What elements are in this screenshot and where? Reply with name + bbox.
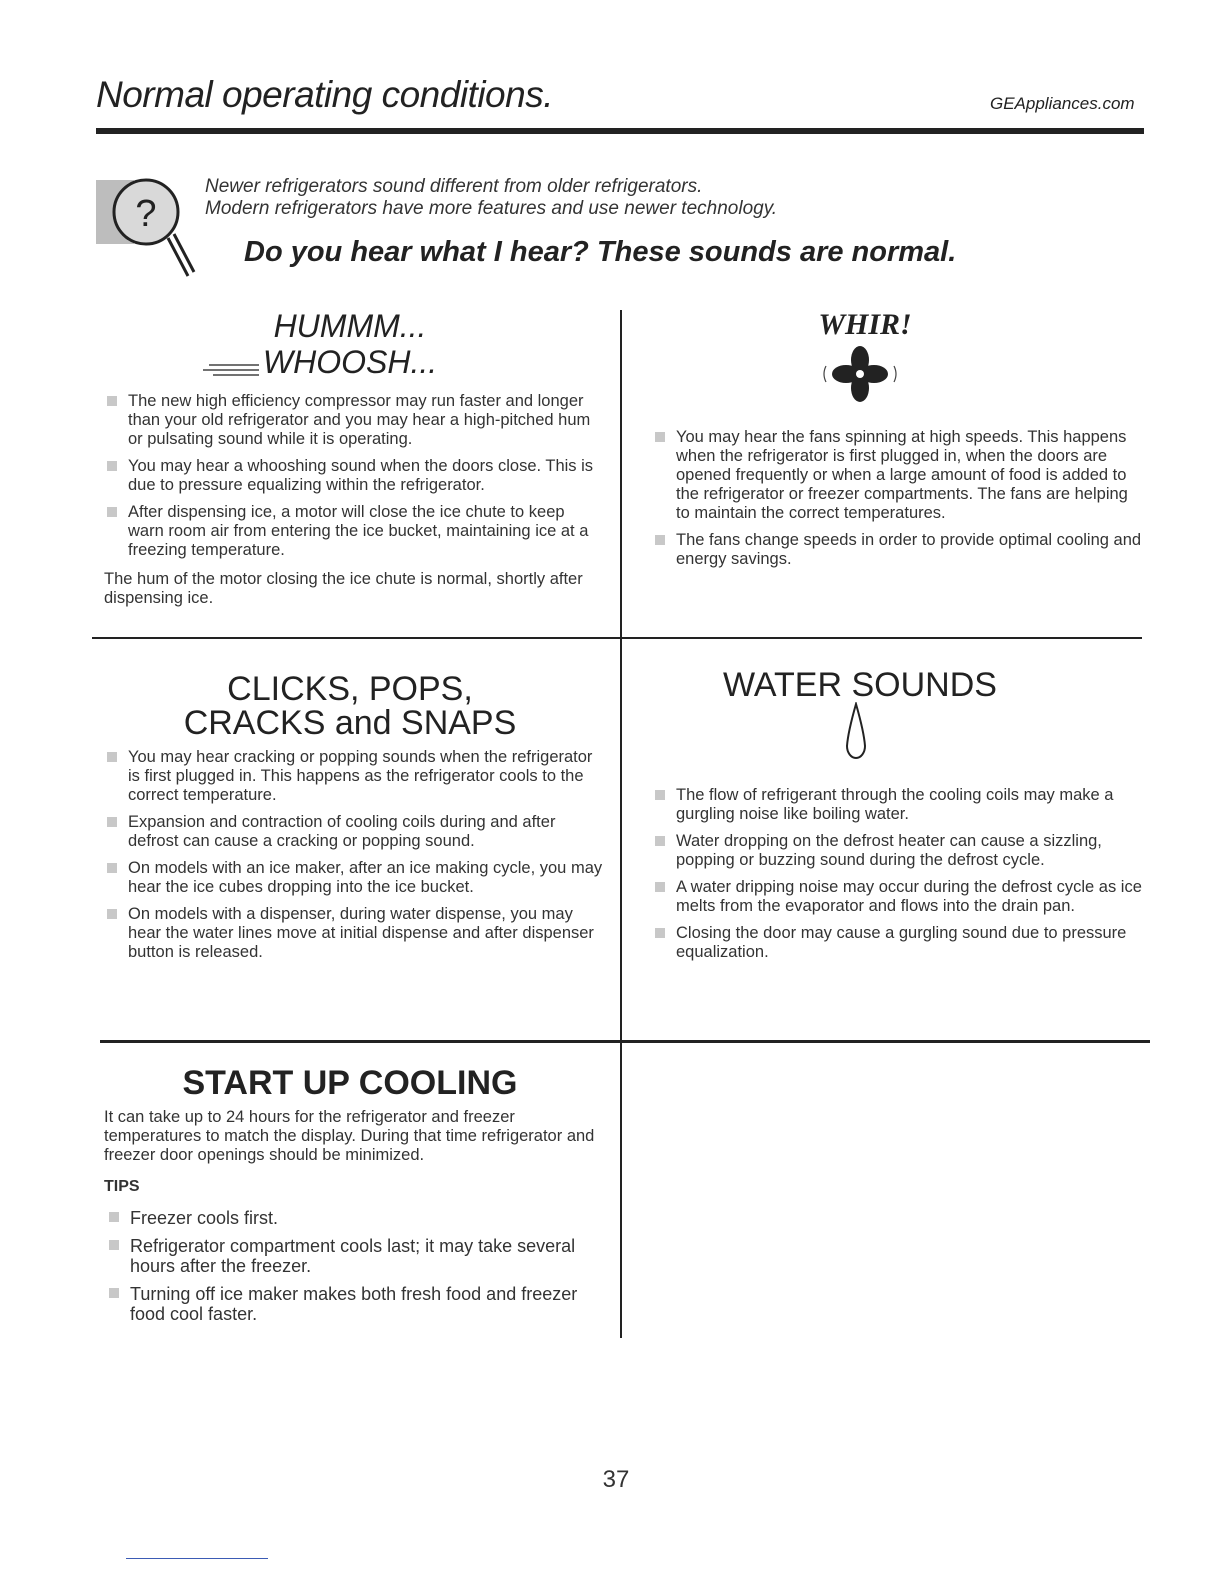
intro-line-1: Newer refrigerators sound different from older refrigerators.	[205, 176, 703, 197]
list-item: On models with an ice maker, after an ice making cycle, you may hear the ice cubes dropping into the ice bucket.	[104, 859, 604, 897]
page-number: 37	[602, 1466, 630, 1493]
startup-title: START UP COOLING	[182, 1064, 518, 1102]
list-item: On models with a dispenser, during water dispense, you may hear the water lines move at initial dispense and after dispenser button is released.	[104, 905, 604, 962]
bullet-icon	[107, 461, 117, 471]
whoosh-lines-icon	[203, 362, 259, 376]
bullet-icon	[655, 928, 665, 938]
bullet-icon	[107, 863, 117, 873]
bullet-icon	[107, 396, 117, 406]
whir-list	[652, 428, 1142, 577]
bullet-icon	[109, 1212, 119, 1222]
tips-list	[106, 1208, 596, 1332]
footer-line	[126, 1558, 268, 1559]
bullet-icon	[655, 432, 665, 442]
tips-label: TIPS	[104, 1178, 140, 1195]
bullet-icon	[655, 790, 665, 800]
list-item: The flow of refrigerant through the cooling coils may make a gurgling noise like boiling water.	[652, 786, 1142, 824]
question-magnifier-icon	[96, 168, 206, 280]
water-title: WATER SOUNDS	[723, 666, 997, 704]
water-list	[652, 786, 1142, 970]
hummm-title: HUMMM...	[273, 308, 427, 344]
list-item: The new high efficiency compressor may run faster and longer than your old refrigerator and you may hear a high-pitched hum or pulsating sound while it is operating.	[104, 392, 604, 449]
bullet-icon	[109, 1240, 119, 1250]
tagline: Do you hear what I hear? These sounds are normal.	[244, 236, 957, 268]
whir-title: WHIR!	[818, 308, 912, 341]
bullet-icon	[107, 507, 117, 517]
hummm-list	[104, 392, 604, 568]
list-item: You may hear a whooshing sound when the doors close. This is due to pressure equalizing within the refrigerator.	[104, 457, 604, 495]
list-item: Water dropping on the defrost heater can cause a sizzling, popping or buzzing sound during the defrost cycle.	[652, 832, 1142, 870]
fan-icon	[818, 344, 902, 402]
header-rule	[96, 128, 1144, 134]
list-item: A water dripping noise may occur during the defrost cycle as ice melts from the evaporator and flows into the drain pan.	[652, 878, 1142, 916]
bullet-icon	[107, 752, 117, 762]
clicks-list	[104, 748, 604, 970]
column-divider-lower	[620, 1040, 622, 1338]
whoosh-title: WHOOSH...	[262, 344, 438, 380]
site-url: GEAppliances.com	[990, 94, 1135, 113]
bullet-icon	[107, 909, 117, 919]
list-item: Closing the door may cause a gurgling sound due to pressure equalization.	[652, 924, 1142, 962]
list-item: Expansion and contraction of cooling coils during and after defrost can cause a cracking or popping sound.	[104, 813, 604, 851]
page-title: Normal operating conditions.	[96, 74, 553, 115]
row-divider-1	[92, 637, 1142, 639]
list-item: After dispensing ice, a motor will close the ice chute to keep warn room air from entering the ice bucket, maintaining ice at a freezing temperature.	[104, 503, 604, 560]
list-item: Refrigerator compartment cools last; it may take several hours after the freezer.	[106, 1236, 596, 1276]
list-item: You may hear cracking or popping sounds when the refrigerator is first plugged in. This happens as the refrigerator cools to the correct temperature.	[104, 748, 604, 805]
bullet-icon	[109, 1288, 119, 1298]
list-item: Freezer cools first.	[106, 1208, 596, 1228]
list-item: The fans change speeds in order to provide optimal cooling and energy savings.	[652, 531, 1142, 569]
row-divider-2	[100, 1040, 1150, 1043]
list-item: Turning off ice maker makes both fresh food and freezer food cool faster.	[106, 1284, 596, 1324]
intro-line-2: Modern refrigerators have more features and use newer technology.	[205, 198, 778, 219]
intro-text	[205, 176, 777, 220]
hummm-note: The hum of the motor closing the ice chute is normal, shortly after dispensing ice.	[104, 570, 583, 607]
bullet-icon	[655, 882, 665, 892]
bullet-icon	[655, 836, 665, 846]
bullet-icon	[107, 817, 117, 827]
water-drop-icon	[844, 702, 868, 762]
clicks-title-line-1: CLICKS, POPS,	[227, 670, 473, 708]
startup-text: It can take up to 24 hours for the refrigerator and freezer temperatures to match the display. During that time refrigerator and freezer door openings should be minimized.	[104, 1108, 595, 1164]
bullet-icon	[655, 535, 665, 545]
svg-text:?: ?	[135, 193, 157, 235]
list-item: You may hear the fans spinning at high speeds. This happens when the refrigerator is first plugged in, when the doors are opened frequently or when a large amount of food is added to the refrigerator or freezer compartments. The fans are helping to maintain the correct temperatures.	[652, 428, 1142, 523]
column-divider	[620, 310, 622, 1040]
clicks-title-line-2: CRACKS and SNAPS	[183, 704, 517, 742]
